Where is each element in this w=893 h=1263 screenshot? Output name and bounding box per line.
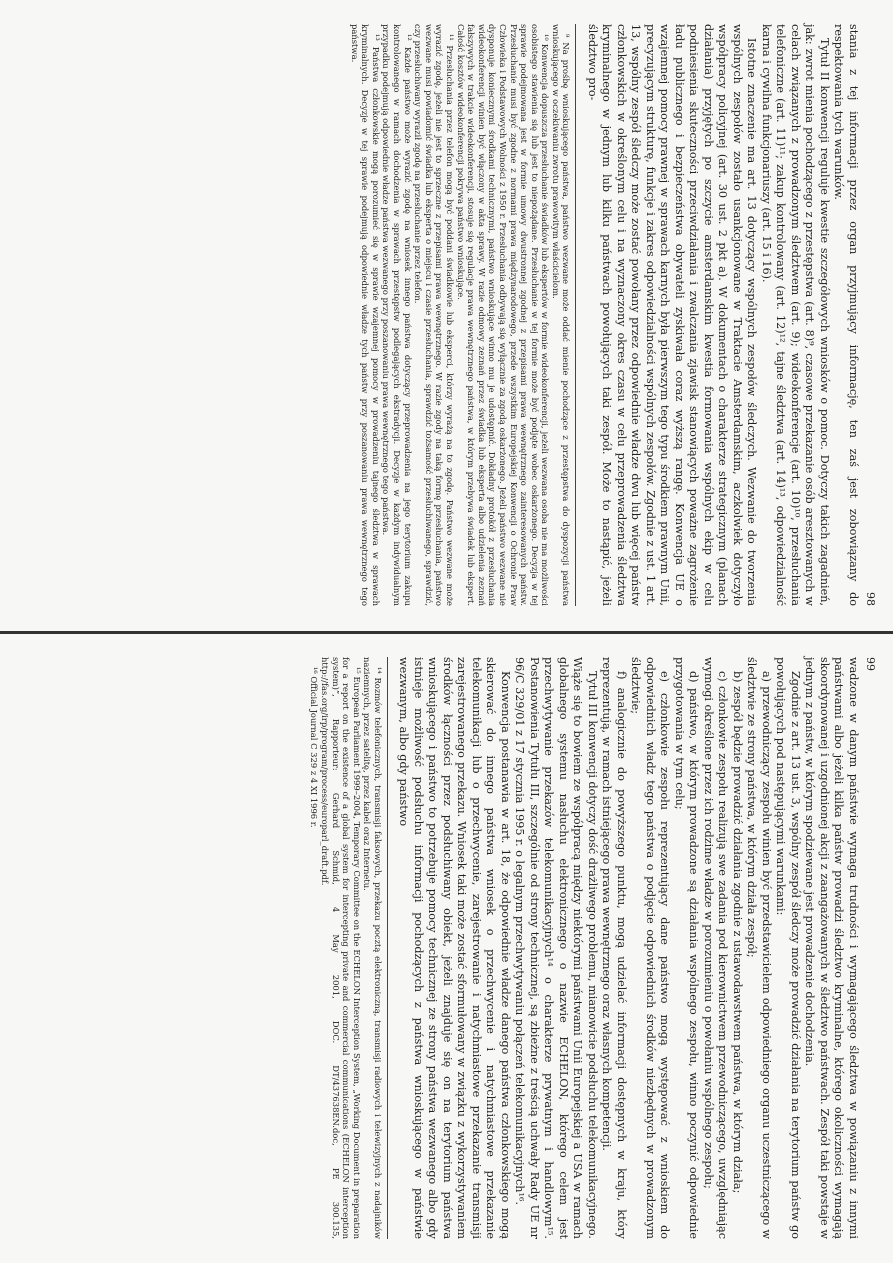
list-item: b) zespół będzie prowadzić działania zgodnie z ustawodawstwem państwa, w którym działa; — [731, 671, 744, 1194]
paragraph: Tytuł II konwencji reguluje kwestie szczegółowych wniosków o pomoc. Dotyczy takich zagadnień, jak: zwrot mienia pochodzącego z przestępstwa (art. 8)⁹, czasowe przekazanie osób aresztowanych w celach związanych z prowadzonym śledztwem (art. 9); wideokonferencje (art. 10)¹⁰, przesłuchania telefoniczne (art. 11)¹¹; zakup kontrolowany (art. 12)¹², tajne śledztwa (art. 14)¹³, odpowiedzialność karna i cywilna funkcjonariuszy (art. 15 i 16). — [760, 24, 831, 606]
page-number: 98 — [864, 592, 877, 606]
footnotes — [349, 24, 576, 606]
list-item: e) członkowie zespołu reprezentujący dane państwo mogą występować z wnioskiem do odpowiednich władz tego państwa o podjęcie odpowiednich środków niezbędnych w prowadzonym śledztwie; — [629, 657, 672, 1239]
footnotes — [309, 657, 388, 1239]
paragraph: Konwencja postanawia w art. 18, że odpowiednie władze danego państwa członkowskiego mogą skierować do innego państwa wniosek o przechwycenie i natychmiastowe przekazanie telekomunikacji lub o przechwycenie, zarejestrowanie i natychmiastowe przekazanie transmisji zarejestrowanego przekazu. Wniosek taki może zostać sformułowany w związku z wykorzystywaniem środków łączności przez podsłuchiwany obiekt, jeżeli znajduje się on na terytorium państwa wnioskującego i państwo to potrzebuje pomocy technicznej ze strony państwa wezwanego albo gdy istnieje możliwość podsłuchu informacji pochodzących z państwa wnioskującego w państwie wezwanym, albo gdy państwo — [397, 657, 512, 1239]
footnote: ¹⁴ Rozmów telefonicznych, transmisji faksowych, przekazu pocztą elektroniczną, transmisji radiowych i telewizyjnych z nadajników naziemnych, przez satelitę, przez kabel oraz Internetu. — [362, 657, 383, 1239]
footnote: ¹⁰ Konwencja dopuszcza przesłuchanie świadków lub ekspertów w formie wideokonferencji, jeżeli wezwana osoba nie ma możliwości osobistego stawienia się lub jest to niepożądane. Przesłuchanie w tej formie może być podjęte wobec oskarżonego. Decyzja w tej sprawie podejmowana jest w formie umowy dwustronnej zgodnej z przepisami prawa wewnętrznego zainteresowanych państw. Przesłuchanie musi być zgodne z normami prawa międzynarodowego, przede wszystkim Europejskiej Konwencji o Ochronie Praw Człowieka i Podstawowych Wolności z 1950 r. Przesłuchania odbywają się wyłącznie za zgodą oskarżonego. Jeżeli państwo wezwane nie dysponuje koniecznymi środkami technicznymi, państwo wnioskujące winno mu je udostępnić. Dokładny protokół z przesłuchania wideokonferencji winien być włączony w akta sprawy. W razie odmowy zeznań przez świadka lub eksperta albo udzielenia zeznań fałszywych w trakcie wideokonferencji, stosuje się regulacje prawa wewnętrznego państwa, w którym przebywa świadek lub ekspert. Całość kosztów wideokonferencji pokrywa państwo wnioskujące. — [455, 24, 551, 606]
body-text — [585, 24, 861, 606]
list-item: d) państwo, w którym prowadzone są działania wspólnego zespołu, winno poczynić odpowiednie przygotowania w tym celu; — [673, 657, 701, 1239]
page-98 — [349, 0, 893, 630]
page-number: 99 — [864, 657, 877, 671]
footnote: ¹¹ Przesłuchania przez telefon mogą być poddani świadkowie lub eksperci, którzy wyrażą na to zgodę. Państwo wezwane może wyrazić zgodę, jeżeli nie jest to sprzeczne z przepisami prawa wewnętrznego. W razie zgody na taką formę przesłuchania, państwo wezwane musi powiadomić świadka lub eksperta o miejscu i czasie przesłuchania, sprawdzić tożsamość przesłuchiwanego, sprawdzić, czy przesłuchiwany wyraził zgodę na przesłuchanie przez telefon. — [413, 24, 455, 606]
footnote: ¹⁶ Official Journal C 329 z 4 XI 1996 r. — [309, 667, 320, 828]
paragraph: Zgodnie z art. 13 ust. 3, wspólny zespół śledczy może prowadzić działania na terytorium państw go powołujących pod następującymi warunkami: — [774, 657, 802, 1239]
list-item: a) przewodniczący zespołu winien być przedstawicielem odpowiedniego organu uczestniczącego w śledztwie ze strony państwa, w którym działa zespół; — [745, 657, 773, 1239]
body-text — [396, 657, 860, 1239]
footnote: ⁹ Na prośbę wnioskującego państwa, państwo wezwane może oddać mienie pochodzące z przestępstwa do dyspozycji państwa wnioskującego w oczekiwaniu zwrotu prawowitym właścicielom. — [550, 24, 572, 606]
paragraph: Tytuł III konwencji dotyczy dość drażliwego problemu, mianowicie podsłuchu telekomunikacyjnego. Wiąże się to bowiem ze współpracą między niektórymi państwami Unii Europejskiej a USA w ramach globalnego systemu nasłuchu elektronicznego o nazwie ECHELON, którego celem jest przechwytywanie przekazów telekomunikacyjnych¹⁴ o charakterze prywatnym i handlowym¹⁵. Postanowienia Tytułu III, szczególnie od strony technicznej, są zbieżne z treścią uchwały Rady UE nr 96/C 329/01 z 17 stycznia 1995 r. o legalnym przechwytywaniu połączeń telekomunikacyjnych¹⁶. — [513, 657, 599, 1239]
footnote: ¹⁵ European Parliament 1999–2004, Temporary Committee on the ECHELON Interception System, „Working Document in preparation for a report on the existence of a global system for intercepting private and commercial communications (ECHELON interception system)”, Rapporteur: Gerhard Schmid, 4 May 2001, DOC. DT/437638EN.doc, PE 300.135, http://fas.org/irp/program/process/europarl_draft.pdf. — [320, 657, 362, 1239]
page-99-content — [309, 657, 877, 1239]
paragraph: stania z tej informacji przez organ przyjmujący informację, ten zaś jest zobowiązany do respektowania tych warunków. — [832, 24, 860, 606]
list-item: f) analogicznie do powyższego punktu, mogą udzielać informacji dostępnych w kraju, który reprezentują, w ramach istniejącego prawa wewnętrznego oraz własnych kompetencji. — [600, 657, 628, 1239]
page-99 — [309, 633, 893, 1263]
list-item: c) członkowie zespołu realizują swe zadania pod kierownictwem przewodniczącego, uwzględniając wymogi określone przez ich rodzime władze w porozumieniu o powołaniu wspólnego zespołu; — [702, 657, 730, 1239]
paragraph: wadzone w danym państwie wymaga trudności i wymagającego śledztwa w powiązaniu z innymi państwami albo jeżeli kilka państw prowadzi śledztwo kryminalne, którego okoliczności wymagają skoordynowanej i uzgodnionej akcji z zaangażowanych w śledztwo państwach. Zespół taki powstaje w jednym z państw, w którym spodziewane jest prowadzenie dochodzenia. — [803, 657, 860, 1239]
page-98-content — [349, 24, 877, 606]
paragraph: Istotne znaczenie ma art. 13 dotyczący wspólnych zespołów śledczych. Wezwanie do tworzenia wspólnych zespołów zostało usankcjonowane w Traktacie Amsterdamskim, aczkolwiek dotyczyło współpracy policyjnej (art. 30 ust. 2 pkt a). W dokumentach o charakterze strategicznym (planach działania) przyjętych po szczycie amsterdamskim kwestia formowania wspólnych ekip w celu podniesienia skuteczności przeciwdziałania i zwalczania zjawisk stanowiących poważne zagrożenie ładu publicznego i bezpieczeństwa obywateli zyskiwała coraz wyższą rangę. Konwencja UE o wzajemnej pomocy prawnej w sprawach karnych była pierwszym tego typu środkiem prawnym Unii, precyzującym strukturę, funkcje i zakres odpowiedzialności wspólnych zespołów. Zgodnie z ust. 1 art. 13, wspólny zespół śledczy może zostać powołany przez odpowiednie władze dwu lub więcej państw członkowskich w określonym celu i na wyznaczony okres czasu w celu przeprowadzenia śledztwa kryminalnego w jednym lub kilku państwach powołujących taki zespół. Może to nastąpić, jeżeli śledztwo pro- — [586, 24, 759, 606]
footnote: ¹³ Państwa członkowskie mogą porozumieć się w sprawie wzajemnej pomocy w prowadzeniu tajnego śledztwa w sprawach kryminalnych. Decyzje w tej sprawie podejmują odpowiednie władze tych państw przy poszanowaniu prawa wewnętrznego tego państwa. — [349, 24, 381, 606]
footnote: ¹² Każde państwo może wyrazić zgodę na wniosek innego państwa dotyczący przeprowadzenia na jego terytorium zakupu kontrolowanego w ramach dochodzenia w sprawach przestępstw podlegających ekstradycji. Decyzje w każdym indywidualnym przypadku podejmują odpowiednie władze państwa wezwanego przy poszanowaniu prawa wewnętrznego tego państwa. — [381, 24, 413, 606]
